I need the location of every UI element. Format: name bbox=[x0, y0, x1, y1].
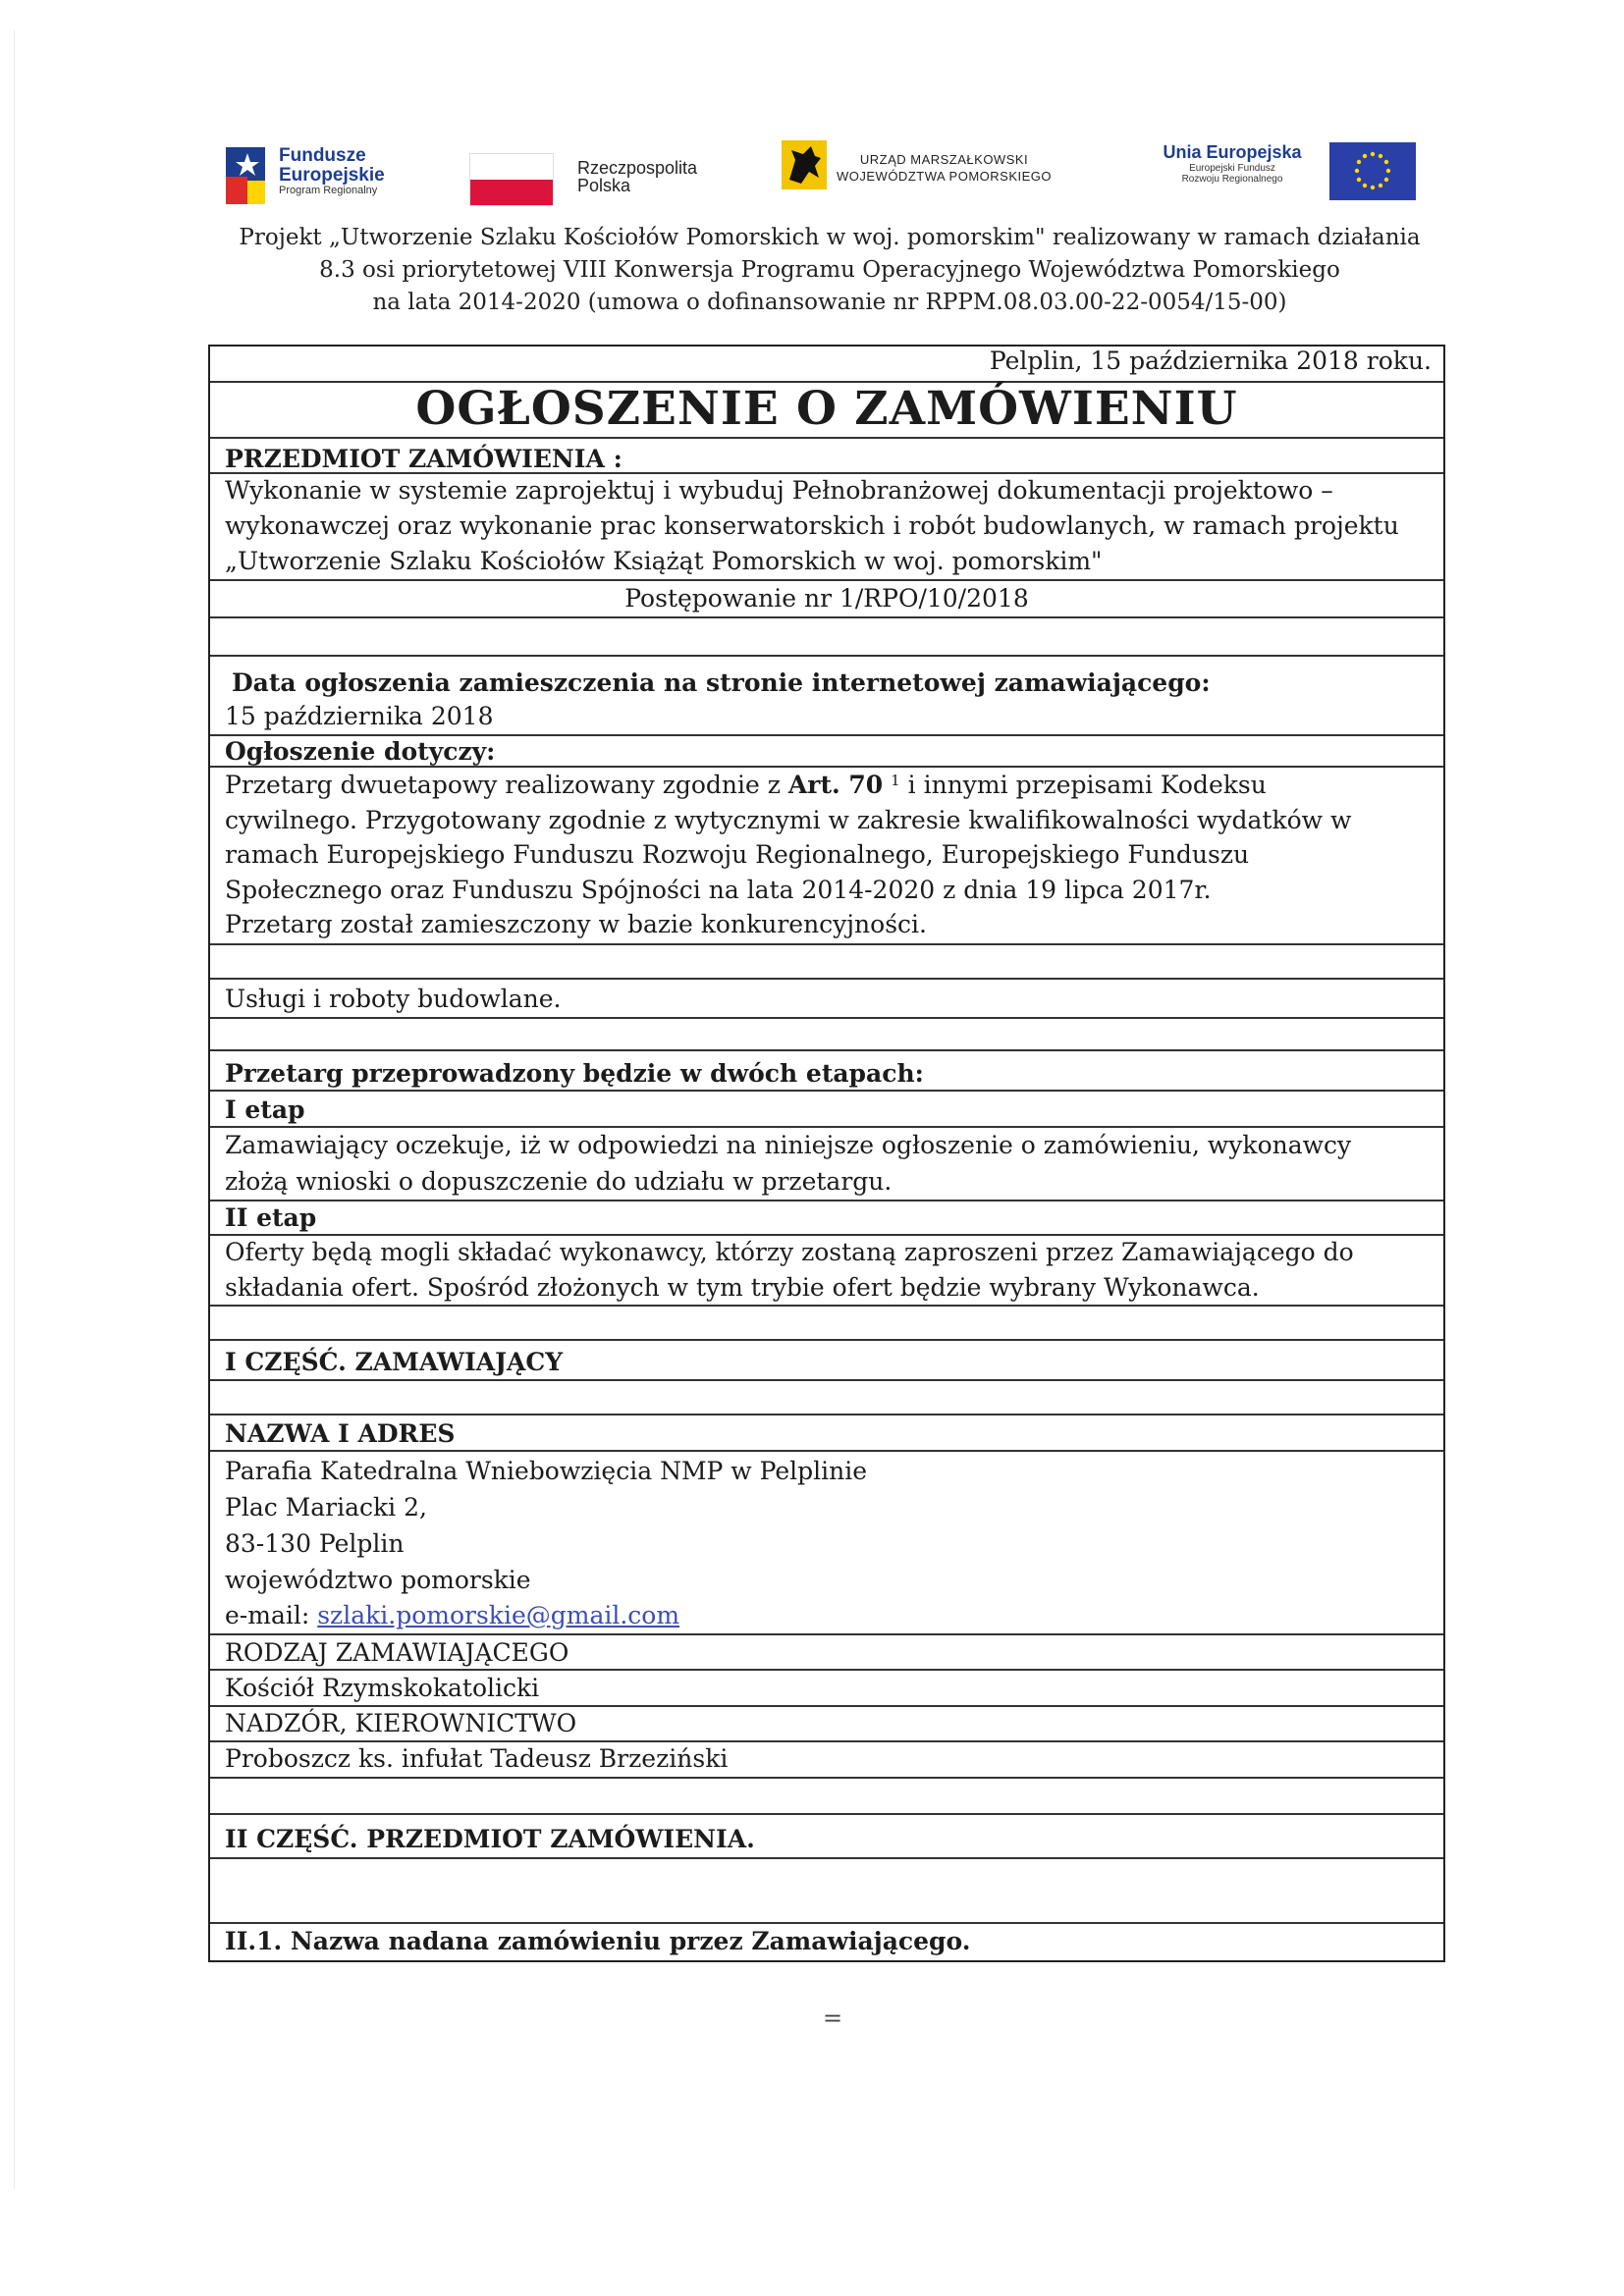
announcement-form bbox=[208, 345, 1445, 1962]
pl-line2: Polska bbox=[577, 176, 631, 195]
part2-heading: II CZĘŚĆ. PRZEDMIOT ZAMÓWIENIA. bbox=[225, 1825, 755, 1853]
divider bbox=[210, 734, 1443, 736]
divider bbox=[210, 655, 1443, 657]
divider bbox=[210, 943, 1443, 945]
divider bbox=[210, 1090, 1443, 1092]
concerns-line2: cywilnego. Przygotowany zgodnie z wytycznymi w zakresie kwalifikowalności wydatków w bbox=[225, 806, 1352, 834]
scan-edge bbox=[14, 29, 15, 2189]
stage2-label: II etap bbox=[225, 1203, 317, 1232]
article-superscript: 1 bbox=[891, 772, 900, 789]
stage2-line1: Oferty będą mogli składać wykonawcy, którzy zostaną zaproszeni przez Zamawiającego do bbox=[225, 1238, 1354, 1266]
um-line1: URZĄD MARSZAŁKOWSKI bbox=[859, 152, 1029, 167]
address-line4: województwo pomorskie bbox=[225, 1566, 531, 1594]
divider bbox=[210, 1234, 1443, 1236]
divider bbox=[210, 1813, 1443, 1815]
divider bbox=[210, 437, 1443, 439]
services-text: Usługi i roboty budowlane. bbox=[225, 985, 562, 1013]
divider bbox=[210, 1777, 1443, 1779]
divider bbox=[210, 1414, 1443, 1415]
footer-mark: = bbox=[823, 2004, 843, 2032]
email-label: e-mail: bbox=[225, 1601, 318, 1629]
divider bbox=[210, 1339, 1443, 1341]
email-line bbox=[225, 1603, 679, 1628]
divider bbox=[210, 1379, 1443, 1381]
concerns-line1b: i innymi przepisami Kodeksu bbox=[899, 771, 1267, 799]
divider bbox=[210, 1200, 1443, 1201]
divider bbox=[210, 472, 1443, 474]
concerns-line1a: Przetarg dwuetapowy realizowany zgodnie z bbox=[225, 771, 788, 799]
concerns-line5: Przetarg został zamieszczony w bazie konkurencyjności. bbox=[225, 910, 927, 938]
fe-line2: Europejskie bbox=[279, 164, 385, 186]
divider bbox=[210, 978, 1443, 980]
divider bbox=[210, 1705, 1443, 1707]
address-line1: Parafia Katedralna Wniebowzięcia NMP w Pelplinie bbox=[225, 1457, 868, 1485]
project-line3: na lata 2014-2020 (umowa o dofinansowanie nr RPPM.08.03.00-22-0054/15-00) bbox=[372, 290, 1287, 315]
concerns-line4: Społecznego oraz Funduszu Spójności na lata 2014-2020 z dnia 19 lipca 2017r. bbox=[225, 876, 1212, 904]
project-description bbox=[177, 222, 1483, 319]
pl-line1: Rzeczpospolita bbox=[577, 158, 698, 178]
divider bbox=[210, 1633, 1443, 1635]
email-link[interactable]: szlaki.pomorskie@gmail.com bbox=[317, 1601, 680, 1629]
stages-heading: Przetarg przeprowadzony będzie w dwóch etapach: bbox=[225, 1059, 924, 1088]
logo-strip bbox=[0, 133, 1624, 211]
stage2-line2: składania ofert. Spośród złożonych w tym trybie ofert będzie wybrany Wykonawca. bbox=[225, 1273, 1260, 1302]
divider bbox=[210, 766, 1443, 768]
stage1-label: I etap bbox=[225, 1095, 305, 1124]
divider bbox=[210, 579, 1443, 581]
eu-flag-icon bbox=[1329, 142, 1416, 200]
divider bbox=[210, 1126, 1443, 1128]
stage1-line1: Zamawiający oczekuje, iż w odpowiedzi na niniejsze ogłoszenie o zamówieniu, wykonawcy bbox=[225, 1131, 1352, 1159]
divider bbox=[210, 1450, 1443, 1452]
polish-flag-icon bbox=[469, 153, 554, 206]
divider bbox=[210, 1305, 1443, 1307]
subject-line1: Wykonanie w systemie zaprojektuj i wybuduj Pełnobranżowej dokumentacji projektowo – bbox=[225, 476, 1333, 505]
date-line: Pelplin, 15 października 2018 roku. bbox=[989, 347, 1432, 375]
ue-line1: Unia Europejska bbox=[1163, 142, 1302, 162]
divider bbox=[210, 1049, 1443, 1051]
subject-line2: wykonawczej oraz wykonanie prac konserwatorskich i robót budowlanych, w ramach projektu bbox=[225, 511, 1399, 540]
supervision-value: Proboszcz ks. infułat Tadeusz Brzeziński bbox=[225, 1744, 729, 1773]
divider bbox=[210, 1017, 1443, 1019]
concerns-line3: ramach Europejskiego Funduszu Rozwoju Regionalnego, Europejskiego Funduszu bbox=[225, 840, 1250, 869]
fe-line3: Program Regionalny bbox=[279, 184, 378, 196]
address-line2: Plac Mariacki 2, bbox=[225, 1493, 427, 1522]
divider bbox=[210, 616, 1443, 618]
article-ref: Art. 70 bbox=[787, 771, 884, 799]
concerns-line1 bbox=[225, 773, 1267, 797]
divider bbox=[210, 1922, 1443, 1924]
um-line2: WOJEWÓDZTWA POMORSKIEGO bbox=[837, 168, 1053, 184]
publication-date: 15 października 2018 bbox=[225, 702, 494, 730]
project-line1: Projekt „Utworzenie Szlaku Kościołów Pomorskich w woj. pomorskim" realizowany w ramach działania bbox=[239, 225, 1421, 250]
contracting-type-heading: RODZAJ ZAMAWIAJĄCEGO bbox=[225, 1638, 569, 1667]
project-line2: 8.3 osi priorytetowej VIII Konwersja Programu Operacyjnego Województwa Pomorskiego bbox=[319, 257, 1340, 283]
section-ii1-heading: II.1. Nazwa nadana zamówieniu przez Zamawiającego. bbox=[225, 1927, 971, 1955]
ue-line2: Europejski Fundusz bbox=[1189, 162, 1275, 174]
subject-line3: „Utworzenie Szlaku Kościołów Książąt Pomorskich w woj. pomorskim" bbox=[225, 547, 1103, 575]
contracting-type-value: Kościół Rzymskokatolicki bbox=[225, 1674, 540, 1702]
fe-star-icon bbox=[226, 147, 265, 204]
divider bbox=[210, 1857, 1443, 1859]
stage1-line2: złożą wnioski o dopuszczenie do udziału w przetargu. bbox=[225, 1167, 893, 1196]
concerns-heading: Ogłoszenie dotyczy: bbox=[225, 737, 496, 766]
subject-heading: PRZEDMIOT ZAMÓWIENIA : bbox=[225, 445, 623, 473]
griffin-crest-icon bbox=[782, 140, 827, 189]
divider bbox=[210, 1740, 1443, 1742]
divider bbox=[210, 1669, 1443, 1671]
supervision-heading: NADZÓR, KIEROWNICTWO bbox=[225, 1709, 577, 1737]
publication-heading: Data ogłoszenia zamieszczenia na stronie internetowej zamawiającego: bbox=[232, 668, 1211, 697]
proceeding-number: Postępowanie nr 1/RPO/10/2018 bbox=[624, 584, 1029, 613]
fe-line1: Fundusze bbox=[279, 145, 366, 166]
part1-heading: I CZĘŚĆ. ZAMAWIAJĄCY bbox=[225, 1348, 564, 1376]
announcement-title: OGŁOSZENIE O ZAMÓWIENIU bbox=[415, 382, 1238, 436]
ue-line3: Rozwoju Regionalnego bbox=[1181, 174, 1283, 186]
address-line3: 83-130 Pelplin bbox=[225, 1529, 405, 1558]
name-address-heading: NAZWA I ADRES bbox=[225, 1419, 456, 1448]
